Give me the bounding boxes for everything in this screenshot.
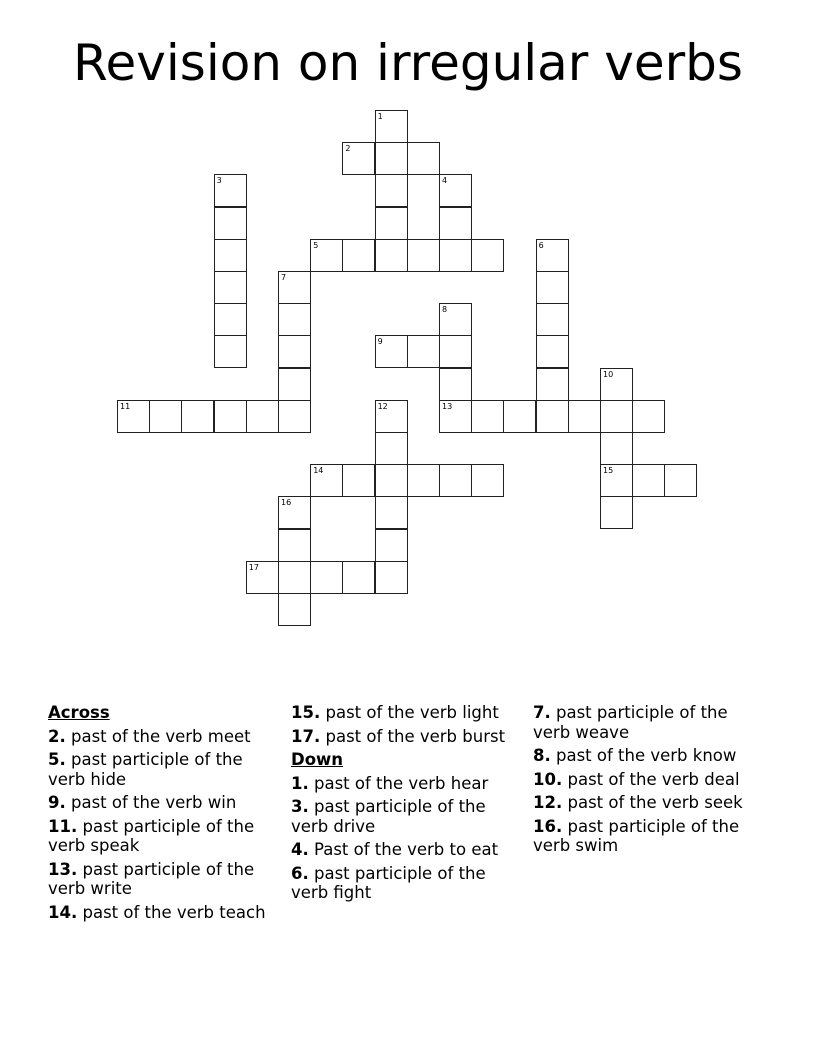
grid-cell[interactable] — [342, 239, 375, 272]
clue-number: 14. — [48, 902, 78, 922]
clue-text: past of the verb know — [550, 746, 737, 765]
clue-item — [48, 750, 280, 789]
grid-cell[interactable] — [439, 239, 472, 272]
grid-cell[interactable] — [117, 400, 150, 433]
grid-cell[interactable] — [375, 207, 408, 240]
clue-item — [48, 860, 280, 899]
grid-cell[interactable] — [375, 335, 408, 368]
grid-cell[interactable] — [246, 561, 279, 594]
grid-cell[interactable] — [375, 239, 408, 272]
cell-number: 14 — [313, 466, 324, 476]
cell-number: 13 — [442, 401, 453, 411]
grid-cell[interactable] — [375, 432, 408, 465]
grid-cell[interactable] — [664, 464, 697, 497]
grid-cell[interactable] — [471, 239, 504, 272]
down-heading: Down — [291, 750, 344, 769]
grid-cell[interactable] — [310, 239, 343, 272]
clue-number: 4. — [291, 840, 309, 859]
clue-number: 17. — [291, 726, 321, 746]
clue-item — [291, 774, 523, 794]
clue-text: past participle of the verb drive — [291, 797, 486, 836]
grid-cell[interactable] — [310, 561, 343, 594]
clue-item — [533, 770, 765, 790]
cell-number: 8 — [442, 305, 448, 315]
clue-text: past participle of the verb hide — [48, 750, 243, 789]
grid-cell[interactable] — [632, 400, 665, 433]
clue-number: 5. — [48, 750, 66, 769]
cell-number: 9 — [377, 337, 383, 347]
clue-list — [291, 774, 523, 903]
grid-cell[interactable] — [536, 400, 569, 433]
clue-text: past participle of the verb swim — [533, 816, 740, 855]
clue-number: 11. — [48, 816, 78, 836]
clue-number: 13. — [48, 859, 78, 879]
grid-cell[interactable] — [214, 303, 247, 336]
grid-cell[interactable] — [439, 207, 472, 240]
cell-number: 1 — [377, 112, 383, 121]
grid-cell[interactable] — [439, 368, 472, 401]
clue-number: 12. — [533, 793, 563, 812]
grid-cell[interactable] — [375, 142, 408, 175]
clue-number: 1. — [291, 773, 309, 793]
cell-number: 6 — [538, 240, 544, 250]
clue-text: Past of the verb to eat — [308, 840, 499, 859]
clues-column-3 — [533, 703, 765, 860]
grid-cell[interactable] — [278, 593, 311, 626]
clue-text: past participle of the verb fight — [291, 863, 486, 902]
clue-number: 9. — [48, 793, 66, 812]
clue-number: 15. — [291, 703, 321, 722]
cell-number: 2 — [345, 144, 351, 154]
grid-cell[interactable] — [471, 400, 504, 433]
clue-text: past of the verb burst — [320, 726, 506, 746]
grid-cell[interactable] — [536, 335, 569, 368]
grid-cell[interactable] — [214, 271, 247, 304]
grid-cell[interactable] — [342, 142, 375, 175]
grid-cell[interactable] — [375, 496, 408, 529]
grid-cell[interactable] — [471, 464, 504, 497]
clue-item — [533, 817, 765, 856]
cell-number: 16 — [281, 498, 292, 508]
grid-cell[interactable] — [278, 561, 311, 594]
clue-text: past of the verb teach — [77, 902, 266, 922]
grid-cell[interactable] — [407, 142, 440, 175]
clue-list — [533, 703, 765, 856]
grid-cell[interactable] — [568, 400, 601, 433]
clue-item — [291, 840, 523, 860]
cell-number: 10 — [603, 369, 614, 379]
grid-cell[interactable] — [278, 335, 311, 368]
grid-cell[interactable] — [375, 561, 408, 594]
clue-text: past participle of the verb speak — [48, 816, 255, 855]
clue-text: past of the verb seek — [562, 793, 743, 812]
clue-list — [291, 703, 523, 746]
clue-item — [48, 727, 280, 747]
page-title: Revision on irregular verbs — [73, 34, 743, 92]
grid-cell[interactable] — [214, 174, 247, 207]
clue-number: 8. — [533, 746, 551, 765]
grid-cell[interactable] — [278, 271, 311, 304]
clues-column-2 — [291, 703, 523, 907]
clue-number: 10. — [533, 769, 563, 789]
grid-cell[interactable] — [342, 561, 375, 594]
cell-number: 15 — [603, 466, 614, 476]
grid-cell[interactable] — [310, 464, 343, 497]
grid-cell[interactable] — [278, 368, 311, 401]
clue-text: past participle of the verb weave — [533, 703, 728, 742]
grid-cell[interactable] — [407, 464, 440, 497]
grid-cell[interactable] — [632, 464, 665, 497]
clue-text: past of the verb light — [320, 703, 499, 722]
clue-item — [291, 797, 523, 836]
grid-cell[interactable] — [439, 464, 472, 497]
clue-number: 3. — [291, 797, 309, 816]
clue-text: past participle of the verb write — [48, 859, 255, 898]
grid-cell[interactable] — [375, 174, 408, 207]
clue-item — [48, 817, 280, 856]
clue-text: past of the verb win — [65, 793, 237, 812]
grid-cell[interactable] — [439, 174, 472, 207]
grid-cell[interactable] — [407, 239, 440, 272]
grid-cell[interactable] — [375, 110, 408, 143]
grid-cell[interactable] — [536, 303, 569, 336]
grid-cell[interactable] — [214, 335, 247, 368]
grid-cell[interactable] — [600, 432, 633, 465]
clue-item — [48, 793, 280, 813]
clue-item — [48, 903, 280, 923]
clue-item — [291, 727, 523, 747]
clue-item — [533, 793, 765, 813]
grid-cell[interactable] — [375, 529, 408, 562]
clues-column-1 — [48, 703, 280, 926]
grid-cell[interactable] — [407, 335, 440, 368]
clue-number: 2. — [48, 726, 66, 746]
grid-cell[interactable] — [214, 400, 247, 433]
clue-number: 6. — [291, 863, 309, 883]
grid-cell[interactable] — [536, 368, 569, 401]
cell-number: 12 — [377, 401, 388, 411]
cell-number: 11 — [120, 401, 131, 411]
grid-cell[interactable] — [342, 464, 375, 497]
cell-number: 5 — [313, 240, 319, 250]
clue-item — [533, 746, 765, 766]
grid-cell[interactable] — [439, 335, 472, 368]
clue-text: past of the verb hear — [308, 773, 489, 793]
grid-cell[interactable] — [214, 239, 247, 272]
clue-item — [533, 703, 765, 742]
grid-cell[interactable] — [278, 303, 311, 336]
grid-cell[interactable] — [439, 400, 472, 433]
grid-cell[interactable] — [439, 303, 472, 336]
grid-cell[interactable] — [503, 400, 536, 433]
clue-text: past of the verb meet — [65, 726, 251, 746]
cell-number: 17 — [248, 562, 259, 572]
grid-cell[interactable] — [181, 400, 214, 433]
grid-cell[interactable] — [600, 368, 633, 401]
grid-cell[interactable] — [375, 400, 408, 433]
clue-text: past of the verb deal — [562, 769, 740, 789]
grid-cell[interactable] — [278, 400, 311, 433]
grid-cell[interactable] — [600, 400, 633, 433]
clue-list — [48, 727, 280, 923]
grid-cell[interactable] — [246, 400, 279, 433]
clue-number: 7. — [533, 703, 551, 722]
grid-cell[interactable] — [600, 464, 633, 497]
grid-cell[interactable] — [600, 496, 633, 529]
grid-cell[interactable] — [278, 496, 311, 529]
grid-cell[interactable] — [214, 207, 247, 240]
clue-item — [291, 703, 523, 723]
grid-cell[interactable] — [375, 464, 408, 497]
grid-cell[interactable] — [536, 239, 569, 272]
clue-item — [291, 864, 523, 903]
grid-cell[interactable] — [149, 400, 182, 433]
cell-number: 4 — [442, 176, 448, 186]
grid-cell[interactable] — [278, 529, 311, 562]
across-heading: Across — [48, 703, 110, 722]
grid-cell[interactable] — [536, 271, 569, 304]
clue-number: 16. — [533, 816, 563, 836]
cell-number: 7 — [281, 273, 287, 282]
cell-number: 3 — [216, 176, 222, 186]
